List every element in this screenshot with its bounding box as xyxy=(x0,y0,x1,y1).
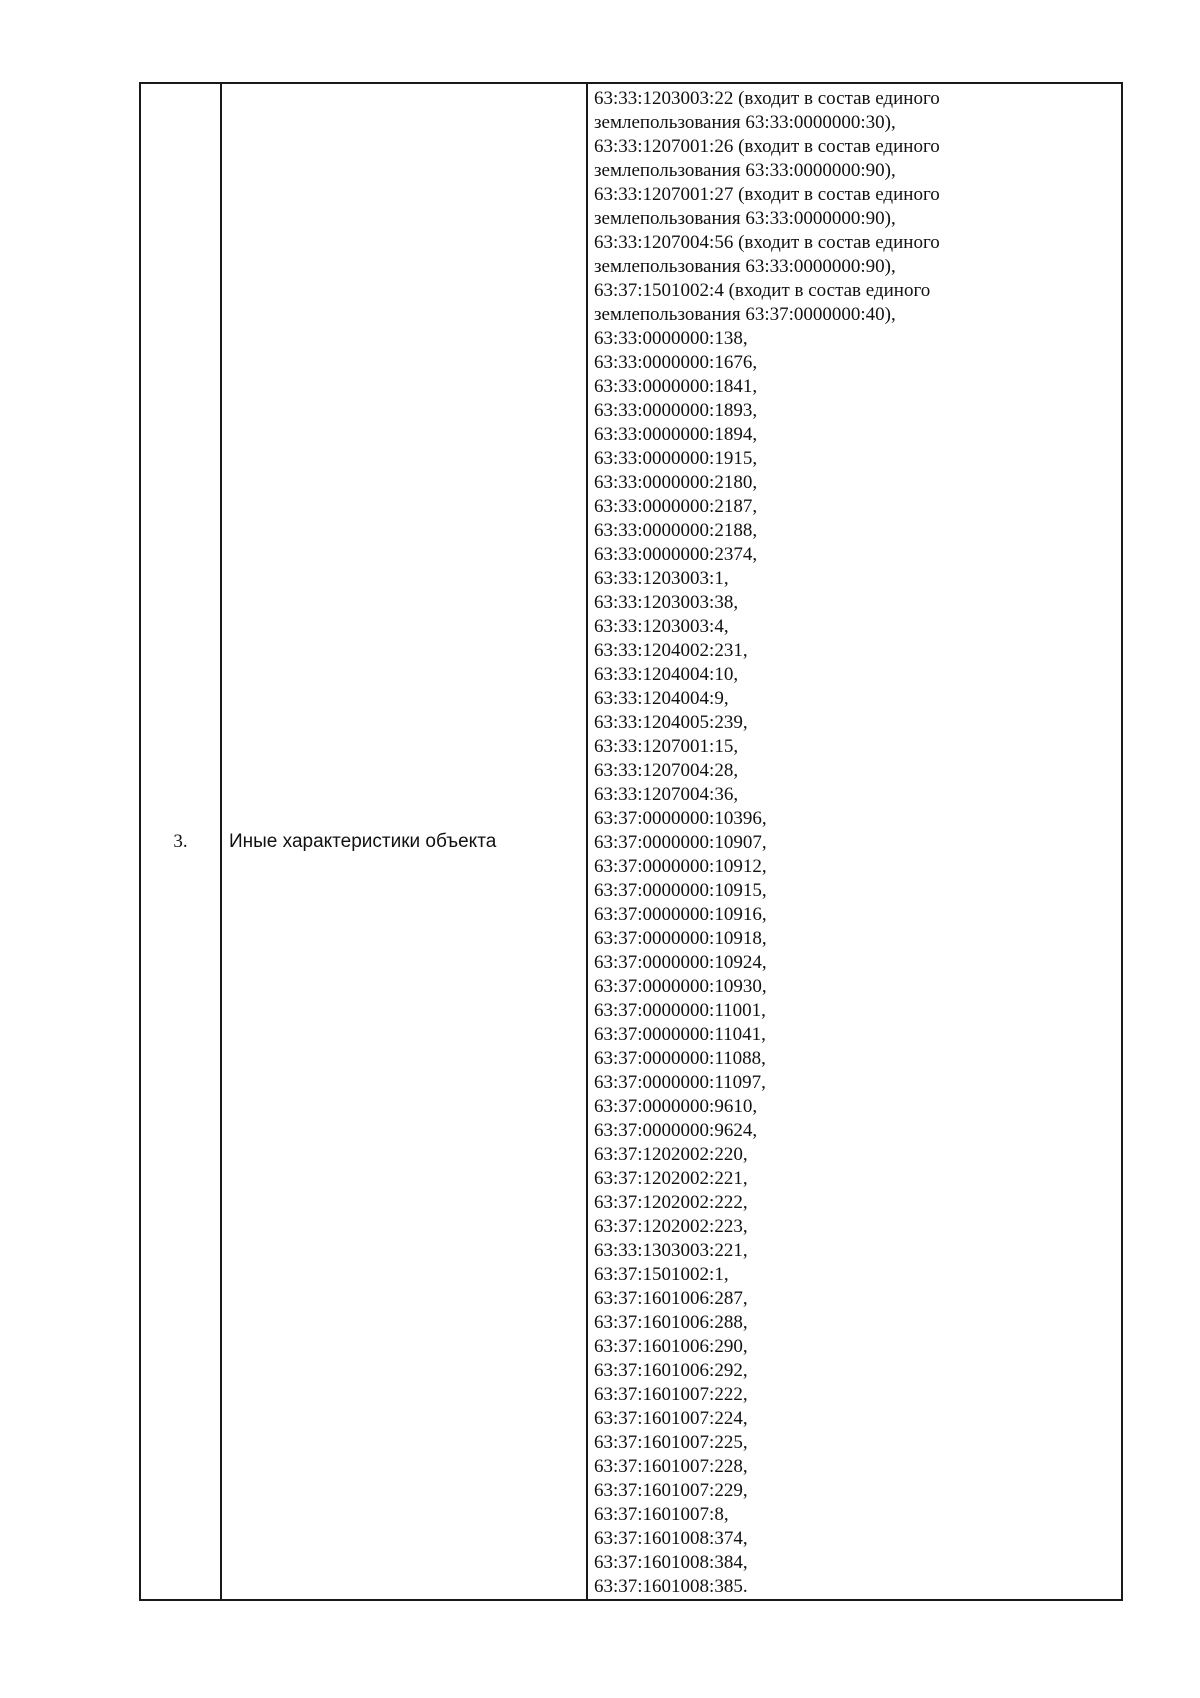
value-line: 63:33:0000000:2180, xyxy=(594,472,758,493)
value-line: 63:37:0000000:10912, xyxy=(594,856,767,877)
value-line: 63:33:1303003:221, xyxy=(594,1240,748,1261)
value-line: 63:37:1601007:224, xyxy=(594,1408,748,1429)
value-line: 63:37:0000000:10396, xyxy=(594,808,767,829)
value-line: землепользования 63:33:0000000:90), xyxy=(594,208,896,229)
row-number-cell xyxy=(140,83,221,1600)
value-line: 63:33:1207001:26 (входит в состав единого xyxy=(594,136,940,157)
value-line: 63:37:1601007:228, xyxy=(594,1456,748,1477)
value-line: 63:37:1202002:222, xyxy=(594,1192,748,1213)
value-line: 63:37:1601008:384, xyxy=(594,1552,748,1573)
value-line: 63:37:0000000:10915, xyxy=(594,880,767,901)
value-line: 63:33:0000000:1893, xyxy=(594,400,758,421)
value-line: 63:33:1204005:239, xyxy=(594,712,748,733)
value-line: 63:37:0000000:11041, xyxy=(594,1024,766,1045)
value-line: 63:37:1501002:4 (входит в состав единого xyxy=(594,280,931,301)
value-line: 63:37:1601008:385. xyxy=(594,1576,748,1597)
value-line: 63:33:1207001:15, xyxy=(594,736,739,757)
value-line: 63:37:1601006:292, xyxy=(594,1360,748,1381)
value-line: 63:33:1207004:36, xyxy=(594,784,739,805)
value-line: 63:37:0000000:10907, xyxy=(594,832,767,853)
value-line: 63:33:1203003:38, xyxy=(594,592,739,613)
value-line: 63:37:0000000:11097, xyxy=(594,1072,766,1093)
value-line: 63:33:1204004:9, xyxy=(594,688,729,709)
value-line: 63:37:1601007:225, xyxy=(594,1432,748,1453)
table-row xyxy=(140,83,1122,1600)
value-line: 63:33:1203003:22 (входит в состав единого xyxy=(594,88,940,109)
value-line: землепользования 63:33:0000000:90), xyxy=(594,160,896,181)
value-line: землепользования 63:33:0000000:30), xyxy=(594,112,896,133)
value-line: 63:37:0000000:10916, xyxy=(594,904,767,925)
value-line: 63:37:0000000:9610, xyxy=(594,1096,758,1117)
row-number: 3. xyxy=(173,830,188,852)
value-line: 63:33:0000000:1894, xyxy=(594,424,758,445)
value-line: 63:33:0000000:2187, xyxy=(594,496,758,517)
value-line: 63:37:0000000:10918, xyxy=(594,928,767,949)
value-line: 63:33:0000000:1841, xyxy=(594,376,758,397)
value-line: 63:37:1501002:1, xyxy=(594,1264,729,1285)
row-label-cell xyxy=(221,83,587,1600)
value-line: 63:33:1203003:4, xyxy=(594,616,729,637)
value-line: 63:37:1601007:8, xyxy=(594,1504,729,1525)
value-line: 63:37:0000000:11088, xyxy=(594,1048,766,1069)
value-line: 63:37:1601006:290, xyxy=(594,1336,748,1357)
value-line: 63:37:0000000:10924, xyxy=(594,952,767,973)
value-line: 63:33:1203003:1, xyxy=(594,568,729,589)
value-line: 63:37:1601006:287, xyxy=(594,1288,748,1309)
value-line: 63:33:0000000:1915, xyxy=(594,448,758,469)
value-line: 63:37:1601007:229, xyxy=(594,1480,748,1501)
value-line: 63:33:1204004:10, xyxy=(594,664,739,685)
value-line: 63:37:0000000:10930, xyxy=(594,976,767,997)
characteristics-table xyxy=(139,82,1123,1601)
cadastral-number-list xyxy=(594,87,1121,1599)
value-line: землепользования 63:33:0000000:90), xyxy=(594,256,896,277)
value-line: 63:33:0000000:138, xyxy=(594,328,748,349)
value-line: 63:33:0000000:2374, xyxy=(594,544,758,565)
value-line: 63:37:1202002:221, xyxy=(594,1168,748,1189)
value-line: 63:37:1202002:220, xyxy=(594,1144,748,1165)
value-line: 63:37:1601006:288, xyxy=(594,1312,748,1333)
value-line: 63:33:1204002:231, xyxy=(594,640,748,661)
row-value-cell xyxy=(587,83,1122,1600)
value-line: 63:37:1601007:222, xyxy=(594,1384,748,1405)
value-line: 63:33:0000000:1676, xyxy=(594,352,758,373)
value-line: 63:33:1207004:28, xyxy=(594,760,739,781)
value-line: 63:37:1601008:374, xyxy=(594,1528,748,1549)
value-line: 63:33:0000000:2188, xyxy=(594,520,758,541)
value-line: 63:37:0000000:9624, xyxy=(594,1120,758,1141)
value-line: 63:37:0000000:11001, xyxy=(594,1000,766,1021)
value-line: 63:33:1207004:56 (входит в состав единого xyxy=(594,232,940,253)
value-line: 63:37:1202002:223, xyxy=(594,1216,748,1237)
value-line: 63:33:1207001:27 (входит в состав единого xyxy=(594,184,940,205)
row-label: Иные характеристики объекта xyxy=(229,830,497,852)
value-line: землепользования 63:37:0000000:40), xyxy=(594,304,896,325)
